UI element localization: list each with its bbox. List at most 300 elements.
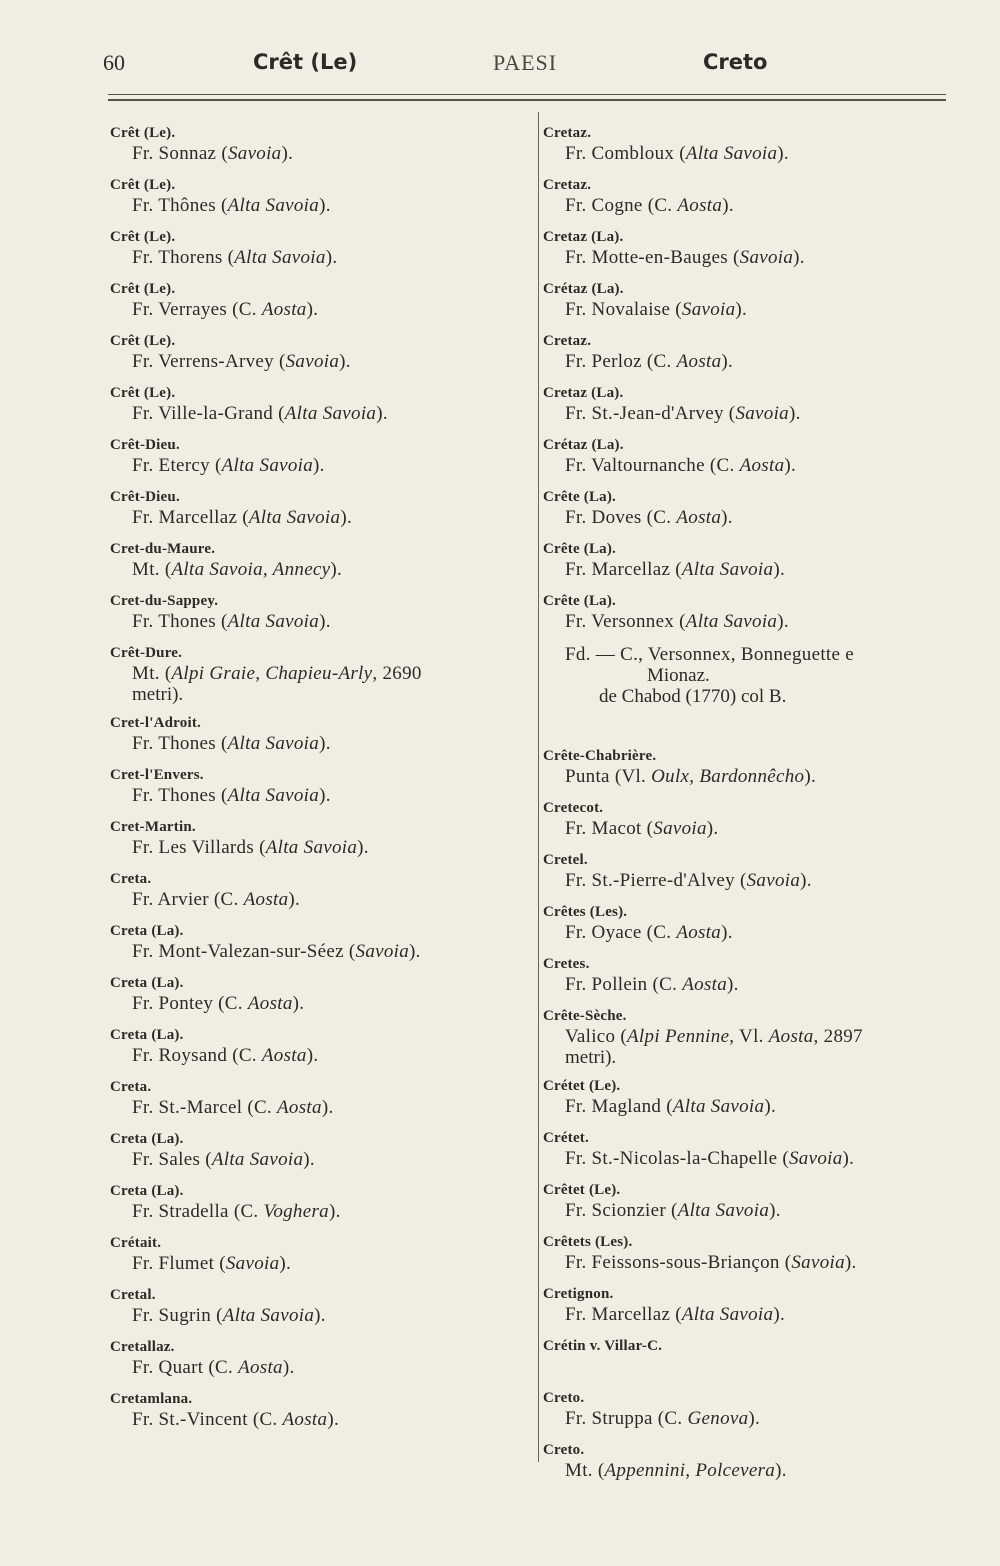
entry-definition bbox=[110, 663, 530, 684]
entry-region: Savoia bbox=[788, 1148, 843, 1169]
entry-punct: ). bbox=[282, 1357, 295, 1378]
entry-type: Fr. St.-Nicolas-la-Chapelle ( bbox=[565, 1148, 789, 1169]
entry-region: Savoia bbox=[735, 403, 789, 424]
entry-definition bbox=[543, 1148, 963, 1169]
entry-type: Fr. Valtournanche (C. bbox=[565, 455, 740, 476]
entry-headword: Cret-Martin. bbox=[110, 819, 196, 835]
entry-region: Aosta bbox=[677, 195, 723, 216]
entry-headword: Cretaz. bbox=[543, 125, 592, 141]
entry-definition bbox=[110, 837, 530, 858]
entry-region: Savoia bbox=[746, 870, 801, 891]
entry-punct: ). bbox=[303, 1149, 315, 1170]
gazetteer-entry bbox=[543, 384, 963, 436]
entry-type: Fr. Verrens-Arvey ( bbox=[132, 351, 286, 372]
entry-punct: ). bbox=[727, 974, 739, 995]
gazetteer-entry bbox=[110, 1286, 530, 1338]
entry-region: Voghera bbox=[263, 1201, 329, 1222]
entry-definition bbox=[543, 922, 963, 943]
entry-type: Fr. Ville-la-Grand ( bbox=[132, 403, 285, 424]
entry-headword: Cret-l'Envers. bbox=[110, 767, 204, 783]
gazetteer-entry bbox=[110, 1078, 530, 1130]
gazetteer-entry bbox=[110, 644, 530, 714]
entry-region: Alta Savoia bbox=[685, 611, 778, 632]
entry-type: Fr. Macot ( bbox=[565, 818, 654, 839]
gazetteer-entry bbox=[110, 228, 530, 280]
entry-definition bbox=[543, 559, 963, 580]
entry-punct: ). bbox=[327, 1409, 339, 1430]
entry-definition bbox=[543, 1460, 963, 1481]
entry-punct: ). bbox=[748, 1408, 761, 1429]
entry-region: Oulx, Bardonnêcho bbox=[651, 766, 805, 787]
entry-definition bbox=[110, 299, 530, 320]
entry-definition bbox=[110, 1253, 530, 1274]
entry-punct: , 2690 bbox=[372, 663, 422, 684]
entry-headword: Creto. bbox=[543, 1390, 585, 1406]
entry-punct: ). bbox=[721, 507, 733, 528]
entry-definition bbox=[110, 1201, 530, 1222]
note-line: Mionaz. bbox=[647, 665, 710, 686]
gazetteer-entry bbox=[543, 280, 963, 332]
entry-definition bbox=[543, 455, 963, 476]
entry-continuation: metri). bbox=[132, 684, 184, 705]
entry-region: Alta Savoia bbox=[685, 143, 778, 164]
gazetteer-entry bbox=[543, 124, 963, 176]
entry-type: Fr. Thônes ( bbox=[132, 195, 228, 216]
entry-punct: ). bbox=[773, 559, 785, 580]
entry-region: Aosta bbox=[676, 507, 722, 528]
entry-headword: Cretal. bbox=[110, 1287, 156, 1303]
entry-headword: Cretaz. bbox=[543, 333, 592, 349]
entry-type: Fr. Etercy ( bbox=[132, 455, 222, 476]
gazetteer-entry bbox=[110, 384, 530, 436]
entry-type: Mt. ( bbox=[565, 1460, 605, 1481]
entry-punct: ). bbox=[321, 1097, 334, 1118]
gazetteer-entry bbox=[110, 592, 530, 644]
entry-headword: Cretallaz. bbox=[110, 1339, 175, 1355]
entry-continuation: metri). bbox=[565, 1047, 617, 1068]
entry-region: Savoia bbox=[285, 351, 340, 372]
entry-headword: Creta. bbox=[110, 1079, 152, 1095]
entry-headword: Crétin v. Villar-C. bbox=[543, 1338, 663, 1354]
entry-punct: ). bbox=[409, 941, 421, 962]
entry-punct: ). bbox=[306, 299, 319, 320]
entry-headword: Cretaz (La). bbox=[543, 229, 624, 245]
gazetteer-entry bbox=[110, 436, 530, 488]
entry-punct: ). bbox=[788, 403, 801, 424]
gazetteer-entry bbox=[543, 1007, 963, 1077]
entry-punct: ). bbox=[292, 993, 305, 1014]
entry-punct: ). bbox=[721, 351, 734, 372]
entry-headword: Crêt (Le). bbox=[110, 177, 176, 193]
entry-punct: ). bbox=[800, 870, 812, 891]
entry-type: Fr. Pontey (C. bbox=[132, 993, 248, 1014]
entry-type: Fr. Combloux ( bbox=[565, 143, 686, 164]
gazetteer-entry bbox=[110, 1026, 530, 1078]
gazetteer-entry bbox=[543, 903, 963, 955]
entry-definition bbox=[110, 247, 530, 268]
entry-type: Fr. Magland ( bbox=[565, 1096, 673, 1117]
entry-headword: Crêt (Le). bbox=[110, 333, 176, 349]
entry-punct: ). bbox=[314, 1305, 326, 1326]
entry-headword: Crêt (Le). bbox=[110, 281, 176, 297]
entry-definition bbox=[110, 1305, 530, 1326]
entry-punct: ). bbox=[279, 1253, 292, 1274]
entry-region: Aosta bbox=[247, 993, 293, 1014]
entry-region: Alta Savoia bbox=[221, 455, 314, 476]
gazetteer-entry bbox=[543, 1337, 963, 1389]
entry-headword: Cretignon. bbox=[543, 1286, 614, 1302]
entry-definition bbox=[110, 1045, 530, 1066]
entry-headword: Crêtet (Le). bbox=[543, 1182, 621, 1198]
column-divider bbox=[538, 112, 539, 1462]
entry-definition bbox=[543, 351, 963, 372]
entry-headword: Crétaz (La). bbox=[543, 437, 624, 453]
entry-punct: ). bbox=[775, 1460, 787, 1481]
entry-headword: Crêt (Le). bbox=[110, 125, 176, 141]
entry-region: Alta Savoia bbox=[227, 733, 320, 754]
gazetteer-entry bbox=[110, 176, 530, 228]
gazetteer-entry bbox=[543, 1285, 963, 1337]
entry-punct: ). bbox=[721, 922, 733, 943]
entry-definition bbox=[543, 870, 963, 891]
entry-punct: ). bbox=[706, 818, 719, 839]
entry-region: Alta Savoia bbox=[677, 1200, 770, 1221]
entry-headword: Cretaz. bbox=[543, 177, 592, 193]
right-column bbox=[543, 124, 963, 1493]
gazetteer-entry bbox=[110, 280, 530, 332]
gazetteer-entry bbox=[110, 766, 530, 818]
entry-region: Alta Savoia bbox=[234, 247, 326, 268]
entry-definition bbox=[543, 1096, 963, 1117]
gazetteer-entry bbox=[110, 1390, 530, 1442]
entry-punct: ). bbox=[804, 766, 817, 787]
entry-region: Savoia bbox=[225, 1253, 280, 1274]
entry-region: Savoia bbox=[227, 143, 282, 164]
entry-type: Fr. Quart (C. bbox=[132, 1357, 239, 1378]
entry-headword: Crétet. bbox=[543, 1130, 589, 1146]
running-head-left: Crêt (Le) bbox=[253, 50, 358, 74]
entry-headword: Crêt-Dure. bbox=[110, 645, 183, 661]
gazetteer-entry bbox=[543, 176, 963, 228]
entry-definition bbox=[110, 507, 530, 528]
header-rule bbox=[108, 94, 946, 95]
entry-headword: Cretel. bbox=[543, 852, 588, 868]
entry-headword: Crête (La). bbox=[543, 541, 616, 557]
entry-punct: ). bbox=[319, 611, 331, 632]
entry-definition bbox=[543, 247, 963, 268]
gazetteer-entry bbox=[543, 540, 963, 592]
entry-type: Fr. Thones ( bbox=[132, 785, 228, 806]
entry-type: Valico ( bbox=[565, 1026, 628, 1047]
gazetteer-entry bbox=[543, 1181, 963, 1233]
entry-region: Savoia bbox=[653, 818, 707, 839]
entry-region: Alta Savoia bbox=[222, 1305, 315, 1326]
entry-definition bbox=[110, 143, 530, 164]
entry-definition bbox=[110, 455, 530, 476]
entry-region: Appennini, Polcevera bbox=[604, 1460, 776, 1481]
entry-definition bbox=[543, 611, 963, 632]
entry-definition bbox=[110, 351, 530, 372]
entry-type: Fr. St.-Pierre-d'Alvey ( bbox=[565, 870, 747, 891]
entry-headword: Crétaz (La). bbox=[543, 281, 624, 297]
entry-type: Fr. Sonnaz ( bbox=[132, 143, 228, 164]
entry-punct: , Vl. bbox=[729, 1026, 769, 1047]
entry-region: Alta Savoia bbox=[227, 195, 320, 216]
running-head-center: PAESI bbox=[493, 50, 558, 75]
entry-definition bbox=[543, 403, 963, 424]
entry-punct: ). bbox=[325, 247, 338, 268]
entry-definition bbox=[110, 403, 530, 424]
entry-definition bbox=[110, 1097, 530, 1118]
entry-type: Fr. St.-Jean-d'Arvey ( bbox=[565, 403, 736, 424]
entry-definition bbox=[110, 785, 530, 806]
gazetteer-entry bbox=[543, 799, 963, 851]
entry-type: Fr. Scionzier ( bbox=[565, 1200, 678, 1221]
entry-region: Savoia bbox=[791, 1252, 845, 1273]
entry-headword: Creta. bbox=[110, 871, 152, 887]
entry-definition bbox=[543, 766, 963, 787]
header-rule-double bbox=[108, 99, 946, 101]
entry-type: Fr. Arvier (C. bbox=[132, 889, 244, 910]
entry-punct: ). bbox=[722, 195, 734, 216]
entry-type: Fr. Flumet ( bbox=[132, 1253, 226, 1274]
entry-punct: ). bbox=[313, 455, 325, 476]
entry-headword: Cretaz (La). bbox=[543, 385, 624, 401]
entry-region: Aosta bbox=[243, 889, 289, 910]
entry-region: Genova bbox=[687, 1408, 749, 1429]
entry-definition bbox=[543, 507, 963, 528]
gazetteer-entry bbox=[110, 1338, 530, 1390]
entry-region: Aosta bbox=[261, 1045, 307, 1066]
entry-region: Alta Savoia bbox=[681, 1304, 774, 1325]
gazetteer-entry bbox=[543, 955, 963, 1007]
gazetteer-entry bbox=[110, 818, 530, 870]
entry-type: Fr. St.-Marcel (C. bbox=[132, 1097, 278, 1118]
entry-punct: ). bbox=[319, 195, 331, 216]
entry-headword: Cret-l'Adroit. bbox=[110, 715, 201, 731]
gazetteer-entry bbox=[110, 1130, 530, 1182]
entry-definition bbox=[110, 889, 530, 910]
entry-type: Fr. Thorens ( bbox=[132, 247, 235, 268]
gazetteer-entry bbox=[110, 332, 530, 384]
entry-type: Fr. Roysand (C. bbox=[132, 1045, 262, 1066]
entry-definition bbox=[543, 1304, 963, 1325]
gazetteer-entry bbox=[110, 488, 530, 540]
entry-type: Fr. Stradella (C. bbox=[132, 1201, 264, 1222]
entry-type: Fr. Marcellaz ( bbox=[565, 559, 682, 580]
entry-headword: Creta (La). bbox=[110, 923, 184, 939]
entry-region: Alta Savoia bbox=[284, 403, 377, 424]
note-line: de Chabod (1770) col B. bbox=[599, 686, 787, 707]
entry-definition bbox=[543, 1408, 963, 1429]
entry-type: Fr. Sugrin ( bbox=[132, 1305, 223, 1326]
gazetteer-entry bbox=[543, 1129, 963, 1181]
gazetteer-entry bbox=[543, 488, 963, 540]
entry-headword: Cret-du-Maure. bbox=[110, 541, 216, 557]
entry-type: Fr. Les Villards ( bbox=[132, 837, 266, 858]
gazetteer-entry bbox=[110, 540, 530, 592]
entry-punct: ). bbox=[773, 1304, 785, 1325]
running-head-right: Creto bbox=[703, 50, 768, 74]
entry-region: Aosta bbox=[261, 299, 307, 320]
entry-punct: ). bbox=[376, 403, 388, 424]
entry-punct: ). bbox=[777, 611, 789, 632]
entry-definition bbox=[110, 733, 530, 754]
entry-punct: ). bbox=[319, 785, 331, 806]
entry-type: Fr. Marcellaz ( bbox=[132, 507, 249, 528]
entry-headword: Crête-Chabrière. bbox=[543, 748, 657, 764]
gazetteer-entry bbox=[110, 124, 530, 176]
entry-definition bbox=[110, 611, 530, 632]
gazetteer-entry bbox=[110, 1182, 530, 1234]
entry-region: Alta Savoia bbox=[227, 611, 320, 632]
entry-type: Fr. Marcellaz ( bbox=[565, 1304, 682, 1325]
entry-headword: Cretecot. bbox=[543, 800, 604, 816]
entry-headword: Crête (La). bbox=[543, 593, 616, 609]
entry-punct: ). bbox=[339, 351, 351, 372]
entry-punct: , 2897 bbox=[813, 1026, 863, 1047]
gazetteer-entry bbox=[543, 851, 963, 903]
entry-headword: Crête-Sèche. bbox=[543, 1008, 627, 1024]
entry-type: Fr. Pollein (C. bbox=[565, 974, 683, 995]
entry-type: Fr. Novalaise ( bbox=[565, 299, 682, 320]
entry-region: Alta Savoia bbox=[681, 559, 774, 580]
entry-type: Fr. Doves (C. bbox=[565, 507, 677, 528]
entry-definition bbox=[543, 1252, 963, 1273]
entry-definition bbox=[543, 195, 963, 216]
entry-region: Alpi Graie, Chapieu-Arly bbox=[171, 663, 373, 684]
entry-punct: ). bbox=[319, 733, 331, 754]
entry-region: Aosta bbox=[238, 1357, 283, 1378]
entry-punct: ). bbox=[842, 1148, 855, 1169]
page-number: 60 bbox=[103, 50, 125, 75]
entry-type: Fr. Cogne (C. bbox=[565, 195, 678, 216]
entry-punct: ). bbox=[281, 143, 294, 164]
entry-definition bbox=[110, 559, 530, 580]
entry-punct: ). bbox=[769, 1200, 781, 1221]
gazetteer-entry bbox=[110, 922, 530, 974]
entry-type: Fr. Struppa (C. bbox=[565, 1408, 688, 1429]
entry-type: Mt. ( bbox=[132, 559, 172, 580]
entry-headword: Crêt (Le). bbox=[110, 385, 176, 401]
entry-definition bbox=[543, 299, 963, 320]
note-line: Fd. — C., Versonnex, Bonneguette e bbox=[565, 644, 855, 665]
entry-region: Alpi Pennine bbox=[627, 1026, 730, 1047]
gazetteer-entry bbox=[110, 870, 530, 922]
entry-definition bbox=[110, 195, 530, 216]
entry-region: Aosta bbox=[676, 922, 722, 943]
entry-region: Savoia bbox=[355, 941, 410, 962]
entry-definition bbox=[110, 941, 530, 962]
entry-type: Punta (Vl. bbox=[565, 766, 652, 787]
entry-headword: Crétet (Le). bbox=[543, 1078, 621, 1094]
entry-region: Alta Savoia, Annecy bbox=[171, 559, 331, 580]
entry-punct: ). bbox=[793, 247, 805, 268]
entry-headword: Crête (La). bbox=[543, 489, 616, 505]
entry-region: Aosta bbox=[282, 1409, 328, 1430]
entry-headword: Creta (La). bbox=[110, 1131, 184, 1147]
entry-punct: ). bbox=[357, 837, 369, 858]
entry-punct: ). bbox=[306, 1045, 319, 1066]
entry-headword: Crêtes (Les). bbox=[543, 904, 628, 920]
entry-headword: Cretes. bbox=[543, 956, 590, 972]
entry-type: Fr. Feissons-sous-Briançon ( bbox=[565, 1252, 792, 1273]
entry-region: Alta Savoia bbox=[265, 837, 358, 858]
gazetteer-entry bbox=[543, 436, 963, 488]
entry-region: Aosta bbox=[277, 1097, 322, 1118]
entry-punct: ). bbox=[330, 559, 343, 580]
entry-type: Fr. Oyace (C. bbox=[565, 922, 677, 943]
entry-type: Fr. Thones ( bbox=[132, 733, 228, 754]
entry-definition bbox=[110, 1357, 530, 1378]
entry-region: Savoia bbox=[681, 299, 736, 320]
entry-definition bbox=[543, 974, 963, 995]
entry-region: Alta Savoia bbox=[672, 1096, 765, 1117]
entry-headword: Crétait. bbox=[110, 1235, 162, 1251]
entry-punct: ). bbox=[735, 299, 748, 320]
gazetteer-entry bbox=[543, 332, 963, 384]
entry-region: Alta Savoia bbox=[227, 785, 320, 806]
entry-headword: Creta (La). bbox=[110, 975, 184, 991]
gazetteer-note bbox=[543, 644, 963, 747]
entry-punct: ). bbox=[844, 1252, 857, 1273]
entry-definition bbox=[543, 1200, 963, 1221]
entry-type: Fr. St.-Vincent (C. bbox=[132, 1409, 283, 1430]
entry-type: Fr. Verrayes (C. bbox=[132, 299, 262, 320]
gazetteer-entry bbox=[543, 1441, 963, 1493]
gazetteer-entry bbox=[543, 1077, 963, 1129]
entry-headword: Crêt (Le). bbox=[110, 229, 176, 245]
gazetteer-entry bbox=[543, 228, 963, 280]
entry-type: Fr. Thones ( bbox=[132, 611, 228, 632]
entry-headword: Cret-du-Sappey. bbox=[110, 593, 219, 609]
entry-region: Aosta bbox=[676, 351, 722, 372]
entry-region: Aosta bbox=[768, 1026, 814, 1047]
entry-punct: ). bbox=[784, 455, 797, 476]
entry-headword: Crêt-Dieu. bbox=[110, 437, 180, 453]
entry-punct: ). bbox=[764, 1096, 776, 1117]
entry-punct: ). bbox=[328, 1201, 341, 1222]
entry-definition bbox=[110, 1409, 530, 1430]
entry-headword: Creta (La). bbox=[110, 1027, 184, 1043]
entry-definition bbox=[110, 993, 530, 1014]
entry-punct: ). bbox=[777, 143, 789, 164]
entry-type: Fr. Mont-Valezan-sur-Séez ( bbox=[132, 941, 356, 962]
entry-punct: ). bbox=[340, 507, 352, 528]
entry-headword: Cretamlana. bbox=[110, 1391, 193, 1407]
gazetteer-entry bbox=[543, 747, 963, 799]
entry-headword: Crêtets (Les). bbox=[543, 1234, 633, 1250]
gazetteer-entry bbox=[110, 974, 530, 1026]
entry-type: Fr. Perloz (C. bbox=[565, 351, 677, 372]
entry-type: Mt. ( bbox=[132, 663, 172, 684]
gazetteer-entry bbox=[543, 1233, 963, 1285]
gazetteer-entry bbox=[543, 592, 963, 644]
entry-definition bbox=[543, 1026, 963, 1047]
entry-region: Aosta bbox=[682, 974, 728, 995]
gazetteer-entry bbox=[543, 1389, 963, 1441]
entry-headword: Crêt-Dieu. bbox=[110, 489, 180, 505]
entry-region: Savoia bbox=[739, 247, 794, 268]
entry-type: Fr. Motte-en-Bauges ( bbox=[565, 247, 740, 268]
gazetteer-entry bbox=[110, 714, 530, 766]
entry-type: Fr. Versonnex ( bbox=[565, 611, 686, 632]
left-column bbox=[110, 124, 530, 1442]
entry-region: Alta Savoia bbox=[211, 1149, 304, 1170]
entry-punct: ). bbox=[288, 889, 301, 910]
entry-headword: Creto. bbox=[543, 1442, 585, 1458]
entry-definition bbox=[543, 818, 963, 839]
